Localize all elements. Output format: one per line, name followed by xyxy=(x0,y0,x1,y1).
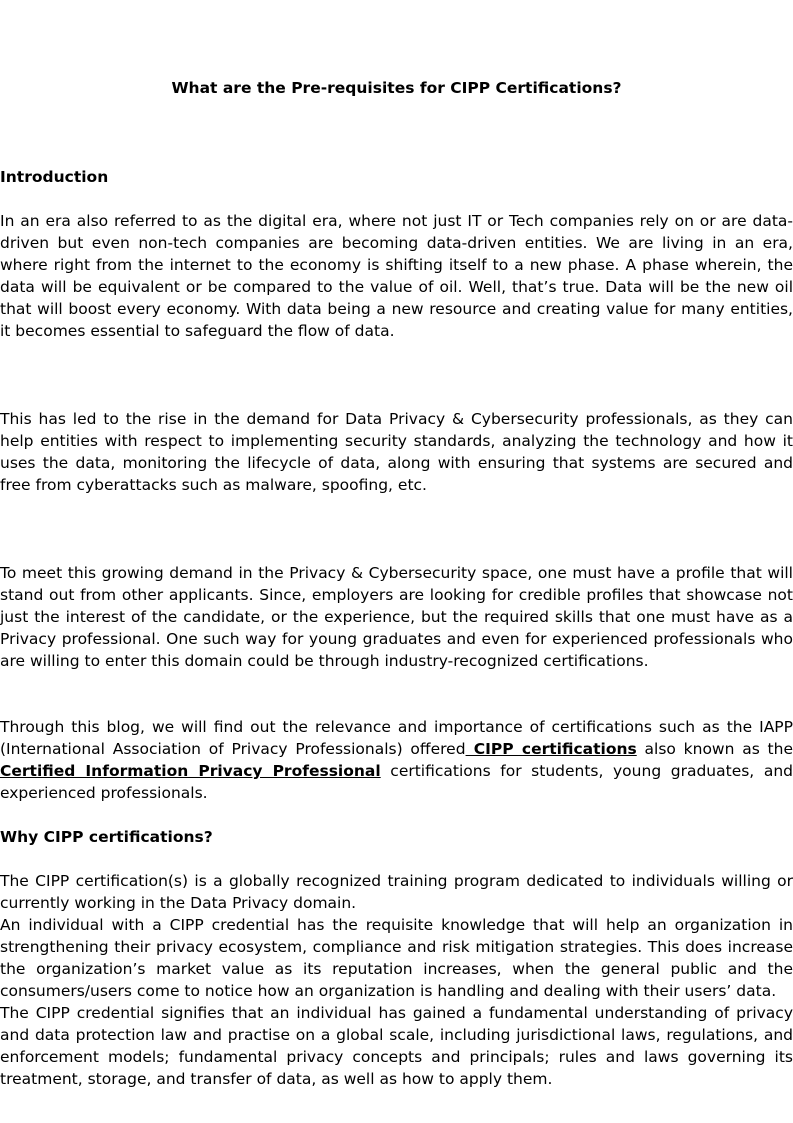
blog-text-part1: Through this blog, we will find out the relevance and importance of certifications such as the IAPP (International Association of Privacy Professionals) offered xyxy=(0,718,793,758)
credential-signifies-paragraph: The CIPP credential signifies that an individual has gained a fundamental understanding of privacy and data protection law and practise on a global scale, including jurisdictional laws, regulations, and enforcement models; fundamental privacy concepts and principals; rules and laws governing its treatment, storage, and transfer of data, as well as how to apply them. xyxy=(0,1004,793,1088)
blog-text-part2: also known as the xyxy=(636,740,793,758)
cipp-certifications-link[interactable]: CIPP certifications xyxy=(465,740,637,758)
blog-text-part3: certifications for students, young graduates, and experienced professionals. xyxy=(0,762,793,802)
cipp-definition-paragraph: The CIPP certification(s) is a globally recognized training program dedicated to individuals willing or currently working in the Data Privacy domain. xyxy=(0,872,793,912)
introduction-heading: Introduction xyxy=(0,168,109,186)
blog-paragraph xyxy=(0,716,793,804)
document-title: What are the Pre-requisites for CIPP Certifications? xyxy=(171,79,622,97)
certified-information-privacy-professional-link[interactable]: Certified Information Privacy Professional xyxy=(0,762,381,780)
demand-paragraph: This has led to the rise in the demand for Data Privacy & Cybersecurity professionals, as they can help entities with respect to implementing security standards, analyzing the technology and how it uses the data, monitoring the lifecycle of data, along with ensuring that systems are secured and free from cyberattacks such as malware, spoofing, etc. xyxy=(0,410,793,494)
why-cipp-body xyxy=(0,870,793,1090)
credential-value-paragraph: An individual with a CIPP credential has the requisite knowledge that will help an organization in strengthening their privacy ecosystem, compliance and risk mitigation strategies. This does increase the organization’s market value as its reputation increases, when the general public and the consumers/users come to notice how an organization is handling and dealing with their users’ data. xyxy=(0,916,793,1000)
intro-paragraph: In an era also referred to as the digital era, where not just IT or Tech companies rely on or are data-driven but even non-tech companies are becoming data-driven entities. We are living in an era, where right from the internet to the economy is shifting itself to a new phase. A phase wherein, the data will be equivalent or be compared to the value of oil. Well, that’s true. Data will be the new oil that will boost every economy. With data being a new resource and creating value for many entities, it becomes essential to safeguard the flow of data. xyxy=(0,212,793,340)
why-cipp-heading: Why CIPP certifications? xyxy=(0,828,213,846)
profile-paragraph: To meet this growing demand in the Privacy & Cybersecurity space, one must have a profile that will stand out from other applicants. Since, employers are looking for credible profiles that showcase not just the interest of the candidate, or the experience, but the required skills that one must have as a Privacy professional. One such way for young graduates and even for experienced professionals who are willing to enter this domain could be through industry-recognized certifications. xyxy=(0,564,793,670)
